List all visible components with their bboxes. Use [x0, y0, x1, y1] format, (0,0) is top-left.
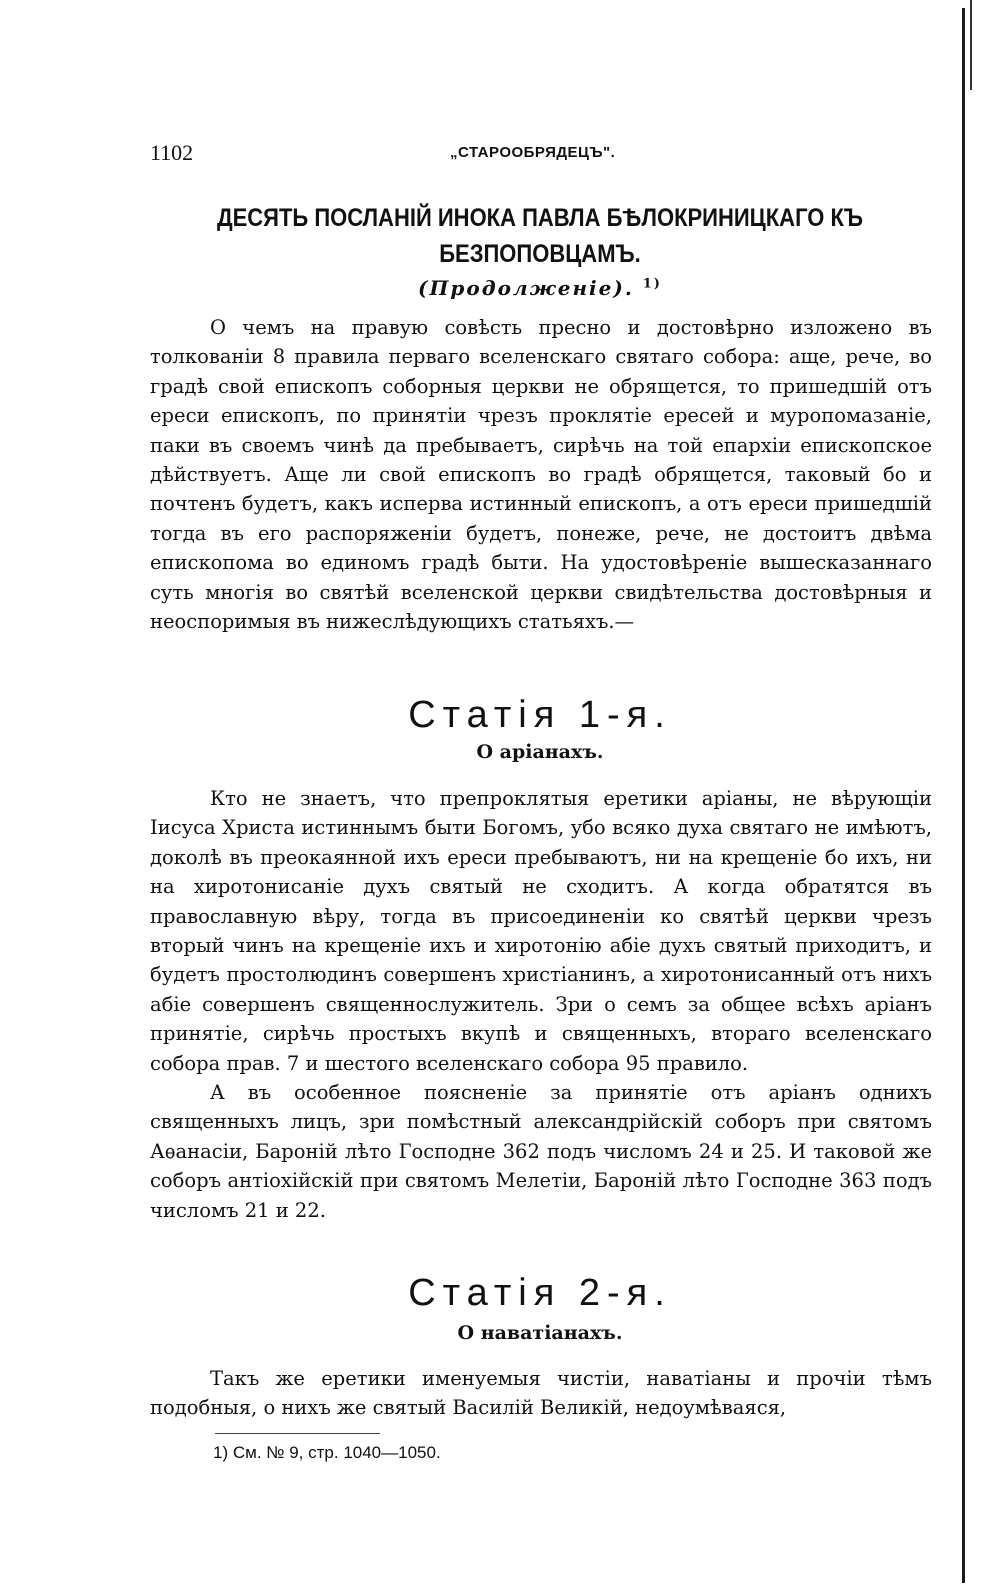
section-1-paragraph-1: Кто не знаетъ, что препроклятыя еретики аріаны, не вѣрующіи Іисуса Христа истиннымъ быти Богомъ, убо всяко духа святаго не имѣютъ, доколѣ въ преокаянной ихъ ереси пребываютъ, ни на крещеніе бо ихъ, ни на хиротонисаніе духъ святый не сходитъ. А когда обратятся въ православную вѣру, тогда въ присоединеніи ко святѣй церкви чрезъ вторый чинъ на крещеніе ихъ и хиротонію абіе духъ святый приходитъ, и будетъ простолюдинъ совершенъ христіанинъ, а хиротонисанный отъ нихъ абіе совершенъ священнослужитель. Зри о семъ за общее всѣхъ аріанъ принятіе, сирѣчь простыхъ вкупѣ и священныхъ, втораго вселенскаго собора прав. 7 и шестого вселенскаго собора 95 правило. [150, 787, 932, 1075]
footnote-reference: 1) [642, 276, 662, 292]
intro-paragraph: О чемъ на правую совѣсть пресно и достовѣрно изложено въ толкованіи 8 правила перваго вселенскаго святаго собора: аще, рече, во градѣ свой епископъ соборныя церкви не обрящется, то пришедшій отъ ереси епископъ, по принятіи чрезъ проклятіе ересей и муропомазаніе, паки въ своемъ чинѣ да пребываетъ, сирѣчь на той епархіи епископское дѣйствуетъ. Аще ли свой епископъ во градѣ обрящется, таковый бо и почтенъ будетъ, какъ исперва истинный епископъ, а отъ ереси пришедшій тогда въ его распоряженіи будетъ, понеже, рече, не достоитъ двѣма епископома во единомъ градѣ быти. На удостовѣреніе вышесказаннаго суть многія во святѣй вселенской церкви свидѣтельства достовѣрныя и неоспоримыя въ нижеслѣдующихъ статьяхъ.— [150, 316, 932, 634]
page-header [150, 140, 930, 170]
continued-label: (Продолженіе). [418, 276, 634, 300]
page-edge-line [962, 8, 965, 1583]
section-2-paragraph-1: Такъ же еретики именуемыя чистіи, наватіаны и прочіи тѣмъ подобныя, о нихъ же святый Василій Великій, недоумѣваяся, [150, 1367, 932, 1420]
section-2-subheading: О наватіанахъ. [457, 1322, 623, 1344]
running-title: „СТАРООБРЯДЕЦЪ". [450, 144, 616, 161]
continued-note [150, 276, 930, 300]
section-1-paragraph-2: А въ особенное поясненіе за принятіе отъ аріанъ однихъ священныхъ лицъ, зри помѣстный александрійскій соборъ при святомъ Аѳанасіи, Бароній лѣто Господне 362 подъ числомъ 24 и 25. И таковой же соборъ антіохійскій при святомъ Мелетіи, Бароній лѣто Господне 363 подъ числомъ 21 и 22. [150, 1081, 932, 1222]
article-title-line-1: ДЕСЯТЬ ПОСЛАНІЙ ИНОКА ПАВЛА БѢЛОКРИНИЦКАГО КЪ [216, 204, 864, 232]
section-1-heading: Статія 1-я. [408, 694, 672, 736]
page-edge-line-top [970, 0, 972, 90]
footnote-marker: 1) [213, 1443, 229, 1462]
section-2-body [150, 1364, 932, 1423]
section-1-subheading: О аріанахъ. [476, 741, 604, 763]
intro-block [150, 313, 932, 636]
footnote-divider [215, 1433, 380, 1434]
article-title-line-2: БЕЗПОПОВЦАМЪ. [439, 240, 641, 268]
footnote-text: См. № 9, стр. 1040—1050. [232, 1443, 441, 1462]
section-2-heading: Статія 2-я. [408, 1272, 672, 1314]
section-1-body [150, 784, 932, 1225]
footnote [213, 1443, 441, 1463]
page-number: 1102 [150, 140, 194, 165]
